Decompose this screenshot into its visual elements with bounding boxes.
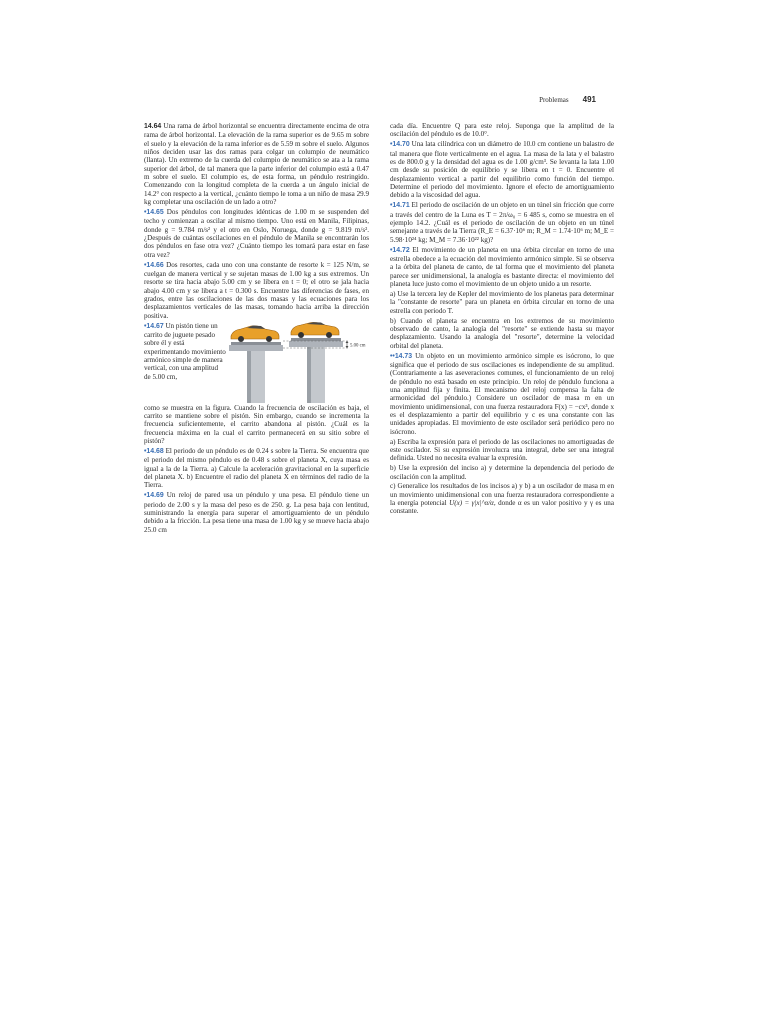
toy-car-icon [231,325,279,342]
problem-14-66 [144,261,369,320]
problem-number: •14.66 [144,261,164,269]
problem-14-68 [144,447,369,490]
problem-text-wrap: Un pistón tiene un carrito de juguete pesado sobre él y está experimentando movimiento armónico simple de manera vertical, con una amplitud de 5.00 cm, [144,321,226,381]
problem-text: El periodo de un péndulo es de 0.24 s sobre la Tierra. Se encuentra que el periodo del mismo péndulo es de 0.48 s sobre el planeta X, cuya masa es igual a la de la Tierra. a) Calcule la aceleración gravitacional en la superficie del planeta X. b) Encuentre el radio del planeta X en términos del radio de la Tierra. [144,447,369,490]
problem-number: 14.64 [144,123,162,130]
problem-14-69-continued: cada día. Encuentre Q para este reloj. Suponga que la amplitud de la oscilación del péndulo es de 10.0°. [390,122,614,139]
problem-14-64 [144,122,369,206]
problem-text: Una lata cilíndrica con un diámetro de 10.0 cm contiene un balastro de tal manera que flote verticalmente en el agua. La masa de la lata y el balastro es de 800.0 g y la densidad del agua es de 1.00 g/cm³. Se levanta la lata 1.00 cm desde su posición de equilibrio y se libera en t = 0. Encuentre el desplazamiento vertical a partir del equilibrio como función del tiempo. Determine el periodo del movimiento. Ignore el efecto de amortiguamiento debido a la viscosidad del agua. [390,140,614,200]
problem-text: Un reloj de pared usa un péndulo y una pesa. El péndulo tiene un periodo de 2.00 s y la masa del peso es de 250. g. La pesa baja con lentitud, suministrando la energía para superar el amortiguamiento de un péndulo debido a la fricción. La pesa tiene una masa de 1.00 kg y se mueve hacia abajo 25.0 cm [144,491,370,534]
problem-number: •14.68 [144,448,164,455]
problem-text: El periodo de oscilación de un objeto en un túnel sin fricción que corre a través del centro de la Luna es T = 2π/ω₀ = 6 485 s, como se muestra en el ejemplo 14.2. ¿Cuál es el periodo de oscilación de un objeto en un túnel semejante a través de la Tierra (R_E = 6.37·10⁶ m; R_M = 1.74·10⁶ m; M_E = 5.98·10²⁴ kg; M_M = 7.36·10²² kg)? [390,201,615,244]
problem-number: •14.67 [144,322,164,330]
problem-number: ••14.73 [390,352,413,360]
problem-number: •14.65 [144,209,164,217]
piston-figure [229,322,369,404]
page-number: 491 [582,95,596,104]
problem-text: El movimiento de un planeta en una órbita circular en torno de una estrella obedece a la ecuación del movimiento armónico simple. Si se observa a la órbita del planeta de canto, de tal forma que el movimiento del planeta parece ser unidimensional, la analogía es bastante directa: el movimiento del planeta luce justo como el movimiento de un objeto unido a un resorte. [390,245,614,288]
toy-car-icon [291,322,339,338]
problem-text: Dos resortes, cada uno con una constante de resorte k = 125 N/m, se cuelgan de manera vertical y se sujetan masas de 1.00 kg a sus extremos. Un resorte se tira hacia abajo 5.00 cm y se libera en t = 0; el otro se jala hacia abajo 4.00 cm y se libera a t = 0.300 s. Encuentre las diferencias de fases, en grados, entre las oscilaciones de las dos masas y las ecuaciones para los desplazamientos verticales de las masas, tomando hacia arriba la dirección positiva. [144,260,369,320]
part-c-end: donde α es un valor positivo y γ es una constante. [390,499,614,516]
problem-text: Una rama de árbol horizontal se encuentra directamente encima de otra rama de árbol horizontal. La elevación de la rama superior es de 9.65 m sobre el suelo y la elevación de la rama inferior es de 5.59 m sobre el suelo. Algunos niños deciden usar las dos ramas para colgar un columpio de neumático (llanta). Un extremo de la cuerda del columpio de neumático se ata a la rama superior del árbol, de tal manera que la parte inferior del columpio está a 0.47 m sobre el suelo. El columpio es, de esta forma, un péndulo restringido. Comenzando con la longitud completa de la cuerda a un ángulo inicial de 14.2° con respecto a la vertical, ¿cuánto tiempo le toma a un niño de masa 29.9 kg completar una oscilación de un lado a otro? [144,122,369,207]
problem-14-73-part-a: a) Escriba la expresión para el periodo de las oscilaciones no amortiguadas de este oscilador. Si su expresión involucra una integral, debe ser una integral definida. Usted no necesita evaluar la expresión. [390,437,614,463]
section-title: Problemas [539,96,569,104]
problem-14-65 [144,208,369,259]
problem-14-71 [390,201,614,244]
problem-text: Dos péndulos con longitudes idénticas de 1.00 m se suspenden del techo y comienzan a oscilar al mismo tiempo. Uno está en Manila, Filipinas, donde g = 9.784 m/s² y el otro en Oslo, Noruega, donde g = 9.819 m/s². ¿Después de cuántas oscilaciones en el péndulo de Manila se encontrarán los dos péndulos en fase otra vez? ¿Cuánto tiempo les tomará para estar en fase otra vez? [144,208,369,259]
potential-energy-formula: U(x) = γ|x|^α/α, [449,499,496,508]
problem-number: •14.72 [390,246,410,254]
problem-14-73-part-b: b) Use la expresión del inciso a) y determine la dependencia del periodo de oscilación con la amplitud. [390,464,614,481]
page-header [539,95,596,104]
right-column [390,122,614,517]
problem-text: Un objeto en un movimiento armónico simple es isócrono, lo que significa que el periodo de sus oscilaciones es independiente de su amplitud. (Contrariamente a las aseveraciones comunes, el funcionamiento de un reloj de péndulo no está basado en este principio. Un reloj de péndulo funciona a una amplitud fija y finita. El mecanismo del reloj compensa la falta de armonicidad del péndulo.) Considere un oscilador de masa m en un movimiento unidimensional, con una fuerza restauradora F(x) = −cx³, donde x es el desplazamiento a partir del equilibrio y c es una constante con las unidades apropiadas. El movimiento de este oscilador será periódico pero no isócrono. [390,351,614,436]
part-c-text: c) Generalice los resultados de los incisos a) y b) a un oscilador de masa m en un movimiento unidimensional con una fuerza restauradora correspondiente a la energía potencial [390,482,614,508]
left-column [144,122,369,536]
problem-14-73 [390,352,614,436]
problem-number: •14.69 [144,492,164,500]
problem-14-70 [390,140,614,199]
problem-text-rest: como se muestra en la figura. Cuando la frecuencia de oscilación es baja, el carrito se mantiene sobre el pistón. Sin embargo, cuando se incrementa la frecuencia suficientemente, el carrito abandona al pistón. ¿Cuál es la frecuencia máxima en la cual el carrito permanecerá en su sitio sobre el pistón? [144,403,369,446]
problem-14-72 [390,246,614,289]
problem-14-73-part-c [390,482,614,515]
problem-number: •14.70 [390,141,410,149]
problem-14-72-part-b: b) Cuando el planeta se encuentra en los extremos de su movimiento observado de canto, la analogía del "resorte" se extiende hasta su mayor desplazamiento. Usando la analogía del "resorte", determine la velocidad orbital del planeta. [390,316,614,350]
amplitude-label: 5.00 cm [350,343,366,349]
problem-14-67 [144,322,369,446]
problem-14-69 [144,491,369,534]
problem-14-72-part-a: a) Use la tercera ley de Kepler del movimiento de los planetas para determinar la "constante de resorte" para un planeta en órbita circular en torno de una estrella con periodo T. [390,289,614,315]
problem-number: •14.71 [390,202,410,210]
